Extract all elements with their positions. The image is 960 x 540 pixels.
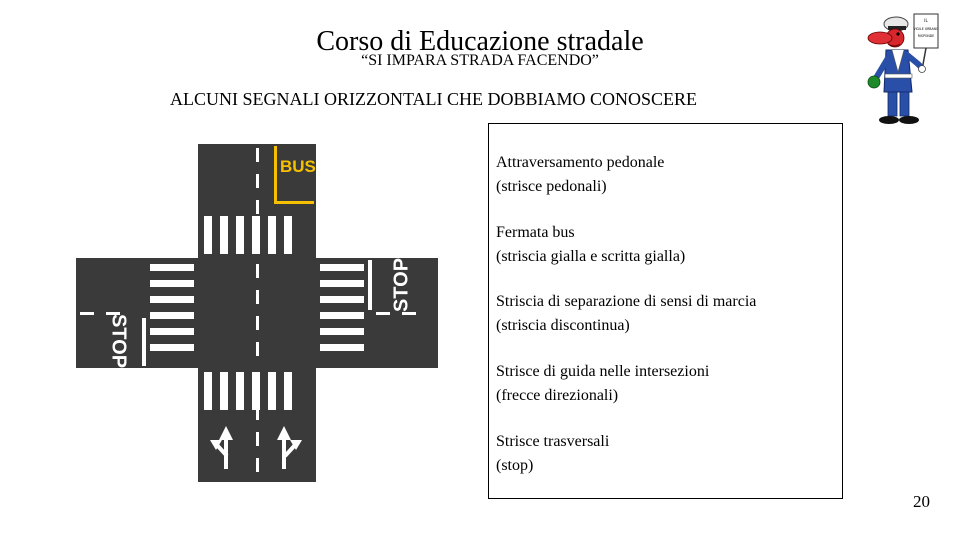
legend-item-title: Fermata bus [496, 224, 575, 241]
stop-text-right: STOP [390, 257, 413, 313]
legend-item-title: Attraversamento pedonale [496, 154, 665, 171]
page-number: 20 [913, 492, 930, 511]
stop-line-right [368, 260, 372, 310]
legend-box [488, 123, 843, 499]
legend-item-pedestrian-crossing [496, 151, 664, 199]
stop-line-left [142, 318, 146, 366]
stop-text-left: STOP [107, 313, 130, 369]
legend-item-title: Striscia di separazione di sensi di marcia [496, 293, 757, 310]
slide-subtitle: “SI IMPARA STRADA FACENDO” [361, 52, 599, 69]
legend-item-title: Strisce di guida nelle intersezioni [496, 363, 710, 380]
legend-item-bus-stop [496, 221, 685, 269]
legend-item-description: (striscia discontinua) [496, 317, 630, 334]
svg-text:RISPONDE: RISPONDE [917, 34, 935, 38]
svg-text:VIGILE URBANO: VIGILE URBANO [913, 27, 939, 31]
legend-item-separation-line [496, 290, 756, 338]
intersection-diagram [76, 144, 438, 482]
legend-item-description: (striscia gialla e scritta gialla) [496, 248, 686, 265]
svg-text:IL: IL [924, 18, 928, 23]
legend-item-description: (stop) [496, 457, 534, 474]
legend-item-stop-lines [496, 430, 609, 478]
legend-item-description: (strisce pedonali) [496, 178, 607, 195]
legend-item-title: Strisce trasversali [496, 433, 610, 450]
legend-item-description: (frecce direzionali) [496, 387, 619, 404]
section-heading: ALCUNI SEGNALI ORIZZONTALI CHE DOBBIAMO CONOSCERE [170, 89, 698, 109]
slide-title: Corso di Educazione stradale [316, 26, 644, 57]
legend-item-direction-arrows [496, 360, 709, 408]
bus-label: BUS [280, 157, 316, 176]
traffic-officer-mascot-image [862, 12, 940, 130]
